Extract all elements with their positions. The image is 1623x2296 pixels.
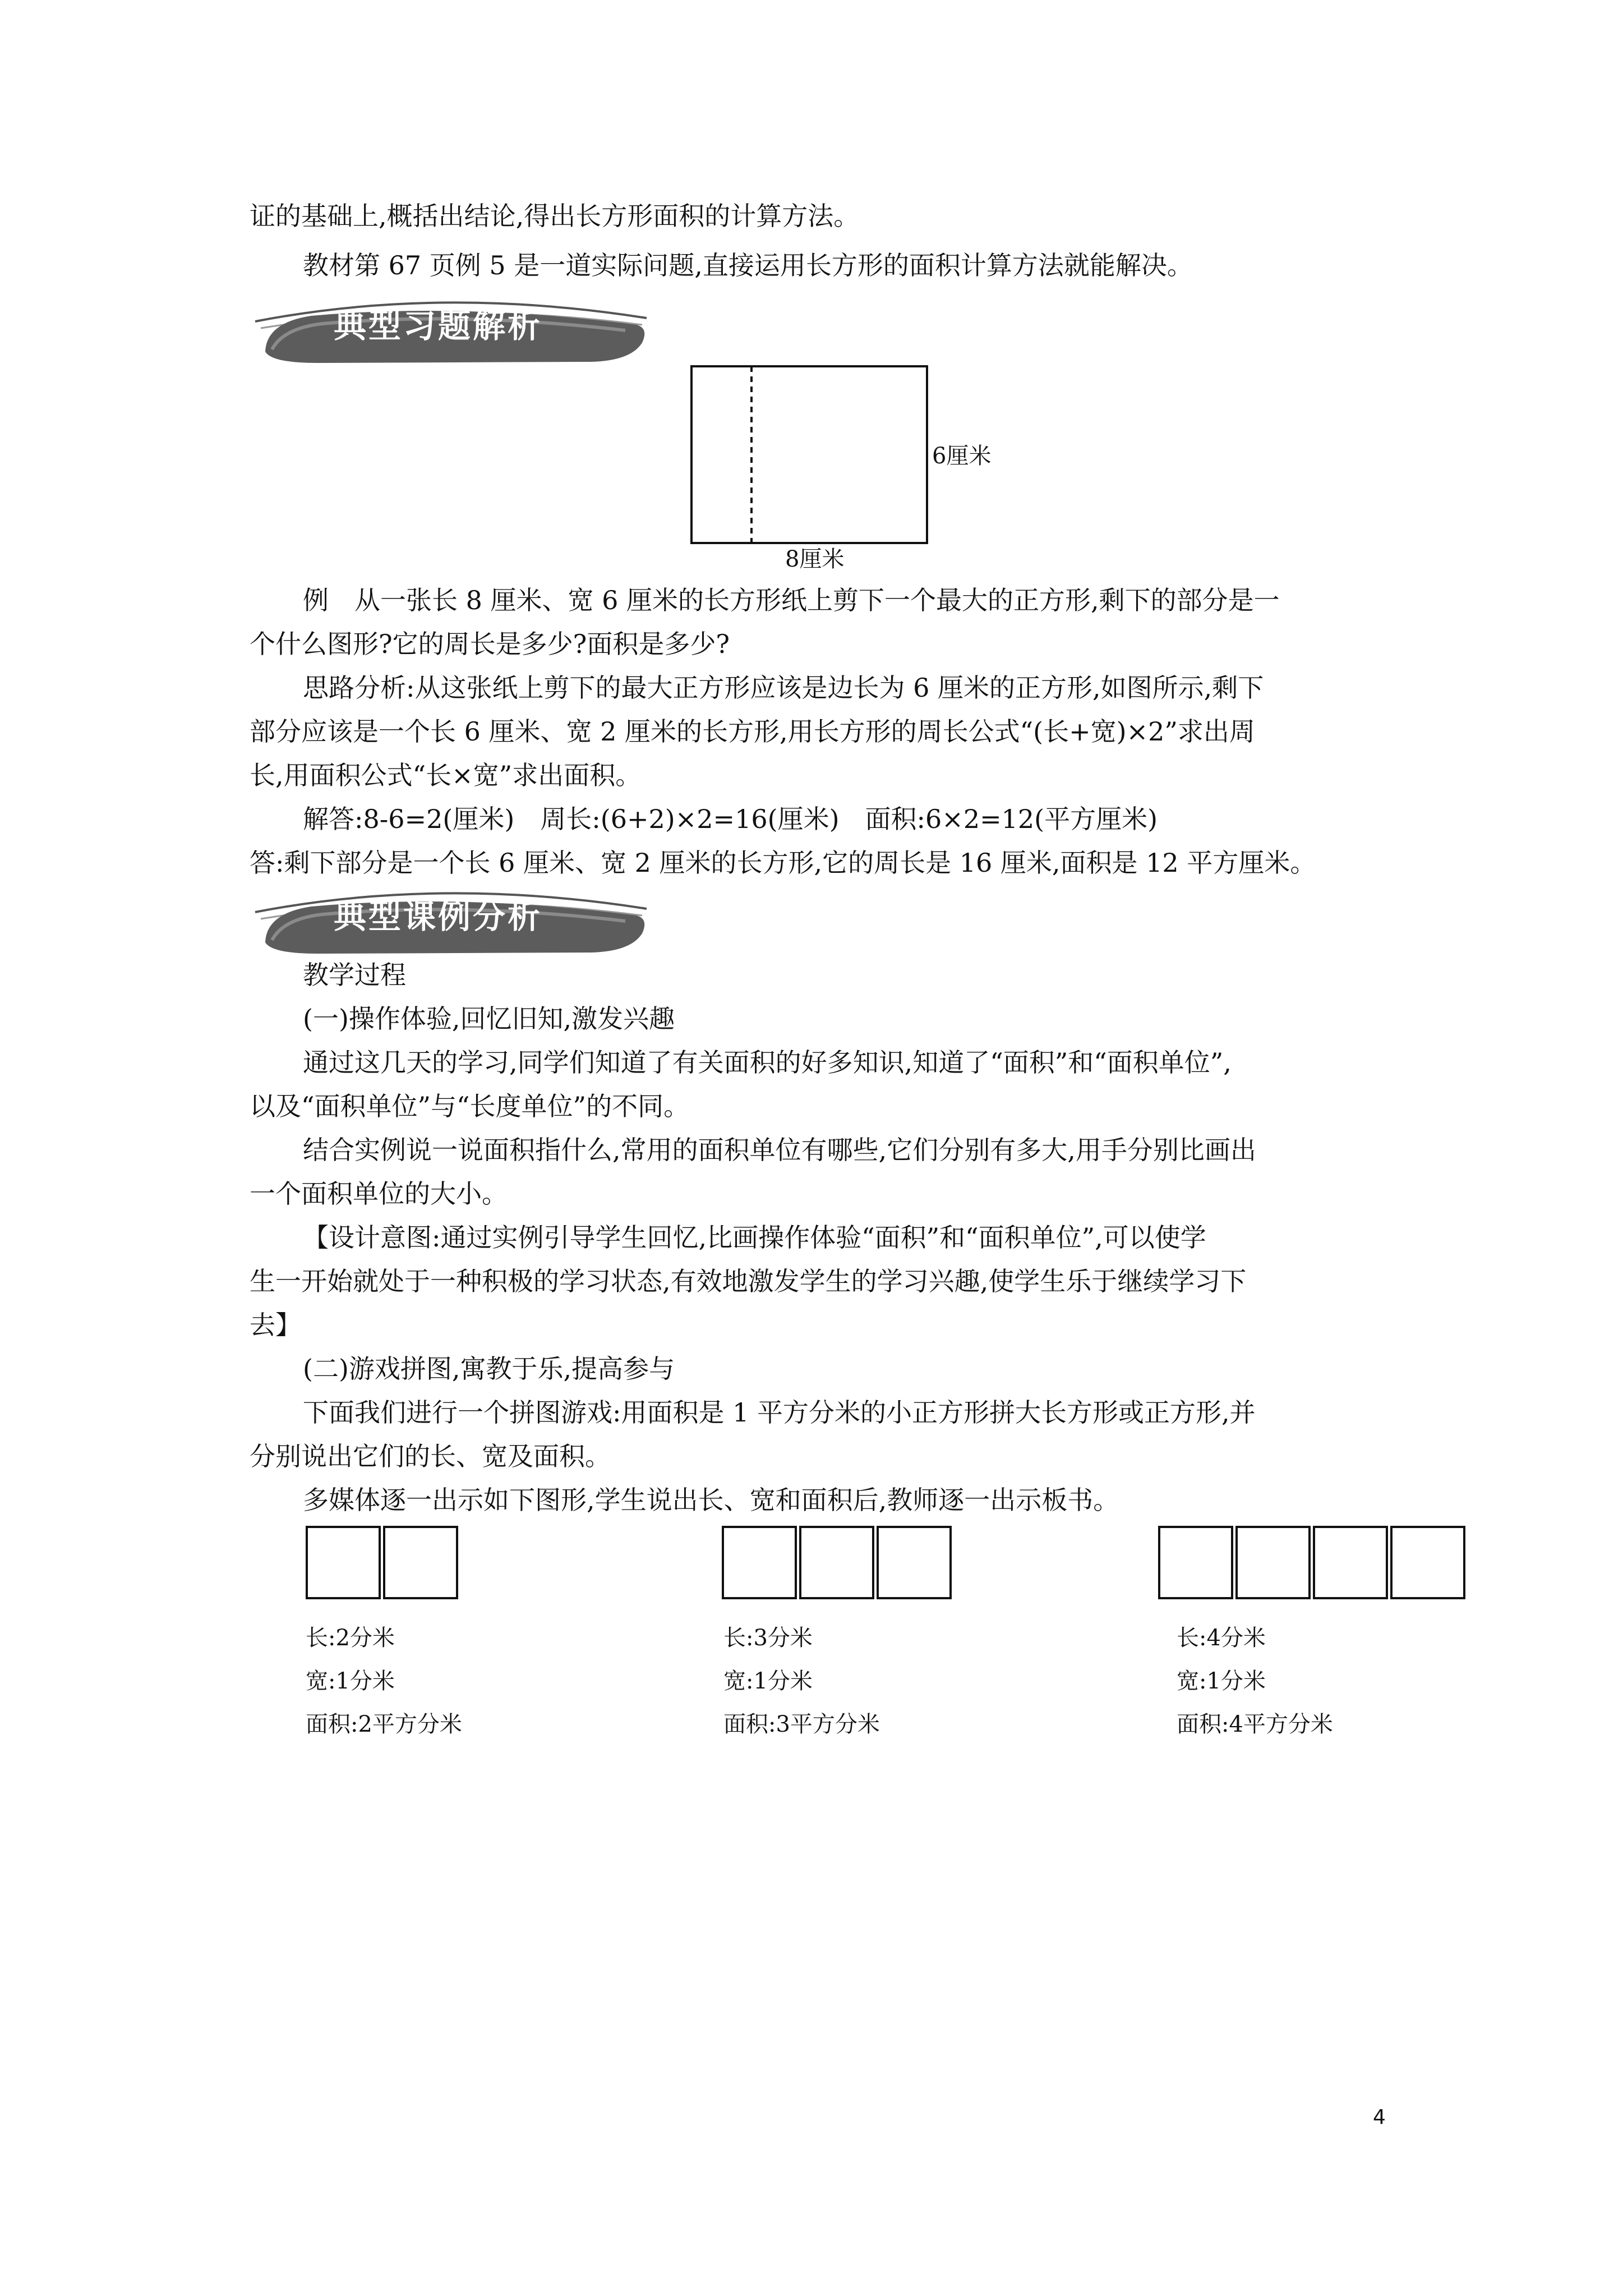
section-title: 典型习题解析	[334, 307, 543, 345]
shape2-width: 宽:1分米	[723, 1668, 813, 1694]
shape1-area: 面积:2平方分米	[306, 1711, 462, 1737]
paper-rectangle	[691, 366, 927, 543]
design-intent-line-2: 生一开始就处于一种积极的学习状态,有效地激发学生的学习兴趣,使学生乐于继续学习下	[250, 1266, 1247, 1296]
unit-square	[1313, 1526, 1388, 1599]
shape3-width: 宽:1分米	[1177, 1668, 1266, 1694]
unit-square	[877, 1526, 952, 1599]
shape3-length: 长:4分米	[1177, 1625, 1266, 1651]
example-line-2: 个什么图形?它的周长是多少?面积是多少?	[250, 629, 730, 659]
step1-heading: (一)操作体验,回忆旧知,激发兴趣	[303, 1004, 675, 1034]
rectangle-diagram	[690, 365, 931, 547]
shape1-length: 长:2分米	[306, 1625, 395, 1651]
width-label: 6厘米	[932, 443, 992, 469]
intro-line-1: 证的基础上,概括出结论,得出长方形面积的计算方法。	[250, 201, 860, 231]
shape2-length: 长:3分米	[723, 1625, 813, 1651]
shape2-area: 面积:3平方分米	[723, 1711, 880, 1737]
step2-line-3: 多媒体逐一出示如下图形,学生说出长、宽和面积后,教师逐一出示板书。	[303, 1485, 1119, 1515]
answer-line: 答:剩下部分是一个长 6 厘米、宽 2 厘米的长方形,它的周长是 16 厘米,面积是 12 平方厘米。	[250, 848, 1316, 878]
design-intent-line-3: 去】	[250, 1310, 301, 1340]
unit-square	[383, 1526, 458, 1599]
shape-3-squares	[722, 1526, 957, 1602]
analysis-line-3: 长,用面积公式“长×宽”求出面积。	[250, 760, 642, 790]
unit-square	[1235, 1526, 1311, 1599]
step2-heading: (二)游戏拼图,寓教于乐,提高参与	[303, 1354, 675, 1384]
shape-2-squares	[306, 1526, 463, 1602]
unit-square	[306, 1526, 381, 1599]
section-banner-lessons	[250, 880, 653, 964]
step1-line-1: 通过这几天的学习,同学们知道了有关面积的好多知识,知道了“面积”和“面积单位”,	[303, 1047, 1232, 1078]
shape1-width: 宽:1分米	[306, 1668, 395, 1694]
shape-4-squares	[1158, 1526, 1472, 1602]
step1-line-4: 一个面积单位的大小。	[250, 1179, 508, 1209]
page-number: 4	[1373, 2106, 1386, 2129]
step2-line-2: 分别说出它们的长、宽及面积。	[250, 1441, 611, 1471]
section-banner-exercises	[250, 289, 653, 373]
analysis-line-2: 部分应该是一个长 6 厘米、宽 2 厘米的长方形,用长方形的周长公式“(长+宽)×2”求出周	[250, 716, 1255, 747]
unit-square	[1390, 1526, 1465, 1599]
step1-line-2: 以及“面积单位”与“长度单位”的不同。	[250, 1091, 690, 1121]
unit-square	[722, 1526, 797, 1599]
section-title: 典型课例分析	[334, 898, 543, 936]
intro-line-2: 教材第 67 页例 5 是一道实际问题,直接运用长方形的面积计算方法就能解决。	[303, 250, 1193, 280]
analysis-line-1: 思路分析:从这张纸上剪下的最大正方形应该是边长为 6 厘米的正方形,如图所示,剩下	[303, 673, 1264, 703]
unit-square	[1158, 1526, 1233, 1599]
example-line-1: 例 从一张长 8 厘米、宽 6 厘米的长方形纸上剪下一个最大的正方形,剩下的部分是一	[303, 585, 1280, 615]
step2-line-1: 下面我们进行一个拼图游戏:用面积是 1 平方分米的小正方形拼大长方形或正方形,并	[303, 1397, 1256, 1428]
step1-line-3: 结合实例说一说面积指什么,常用的面积单位有哪些,它们分别有多大,用手分别比画出	[303, 1135, 1256, 1165]
shape3-area: 面积:4平方分米	[1177, 1711, 1333, 1737]
length-label: 8厘米	[785, 546, 845, 572]
unit-square	[799, 1526, 874, 1599]
rectangle-figure	[690, 365, 1004, 578]
solution-line: 解答:8-6=2(厘米) 周长:(6+2)×2=16(厘米) 面积:6×2=12(平方厘米)	[303, 804, 1158, 834]
design-intent-line-1: 【设计意图:通过实例引导学生回忆,比画操作体验“面积”和“面积单位”,可以使学	[303, 1222, 1206, 1253]
process-heading: 教学过程	[303, 960, 406, 990]
